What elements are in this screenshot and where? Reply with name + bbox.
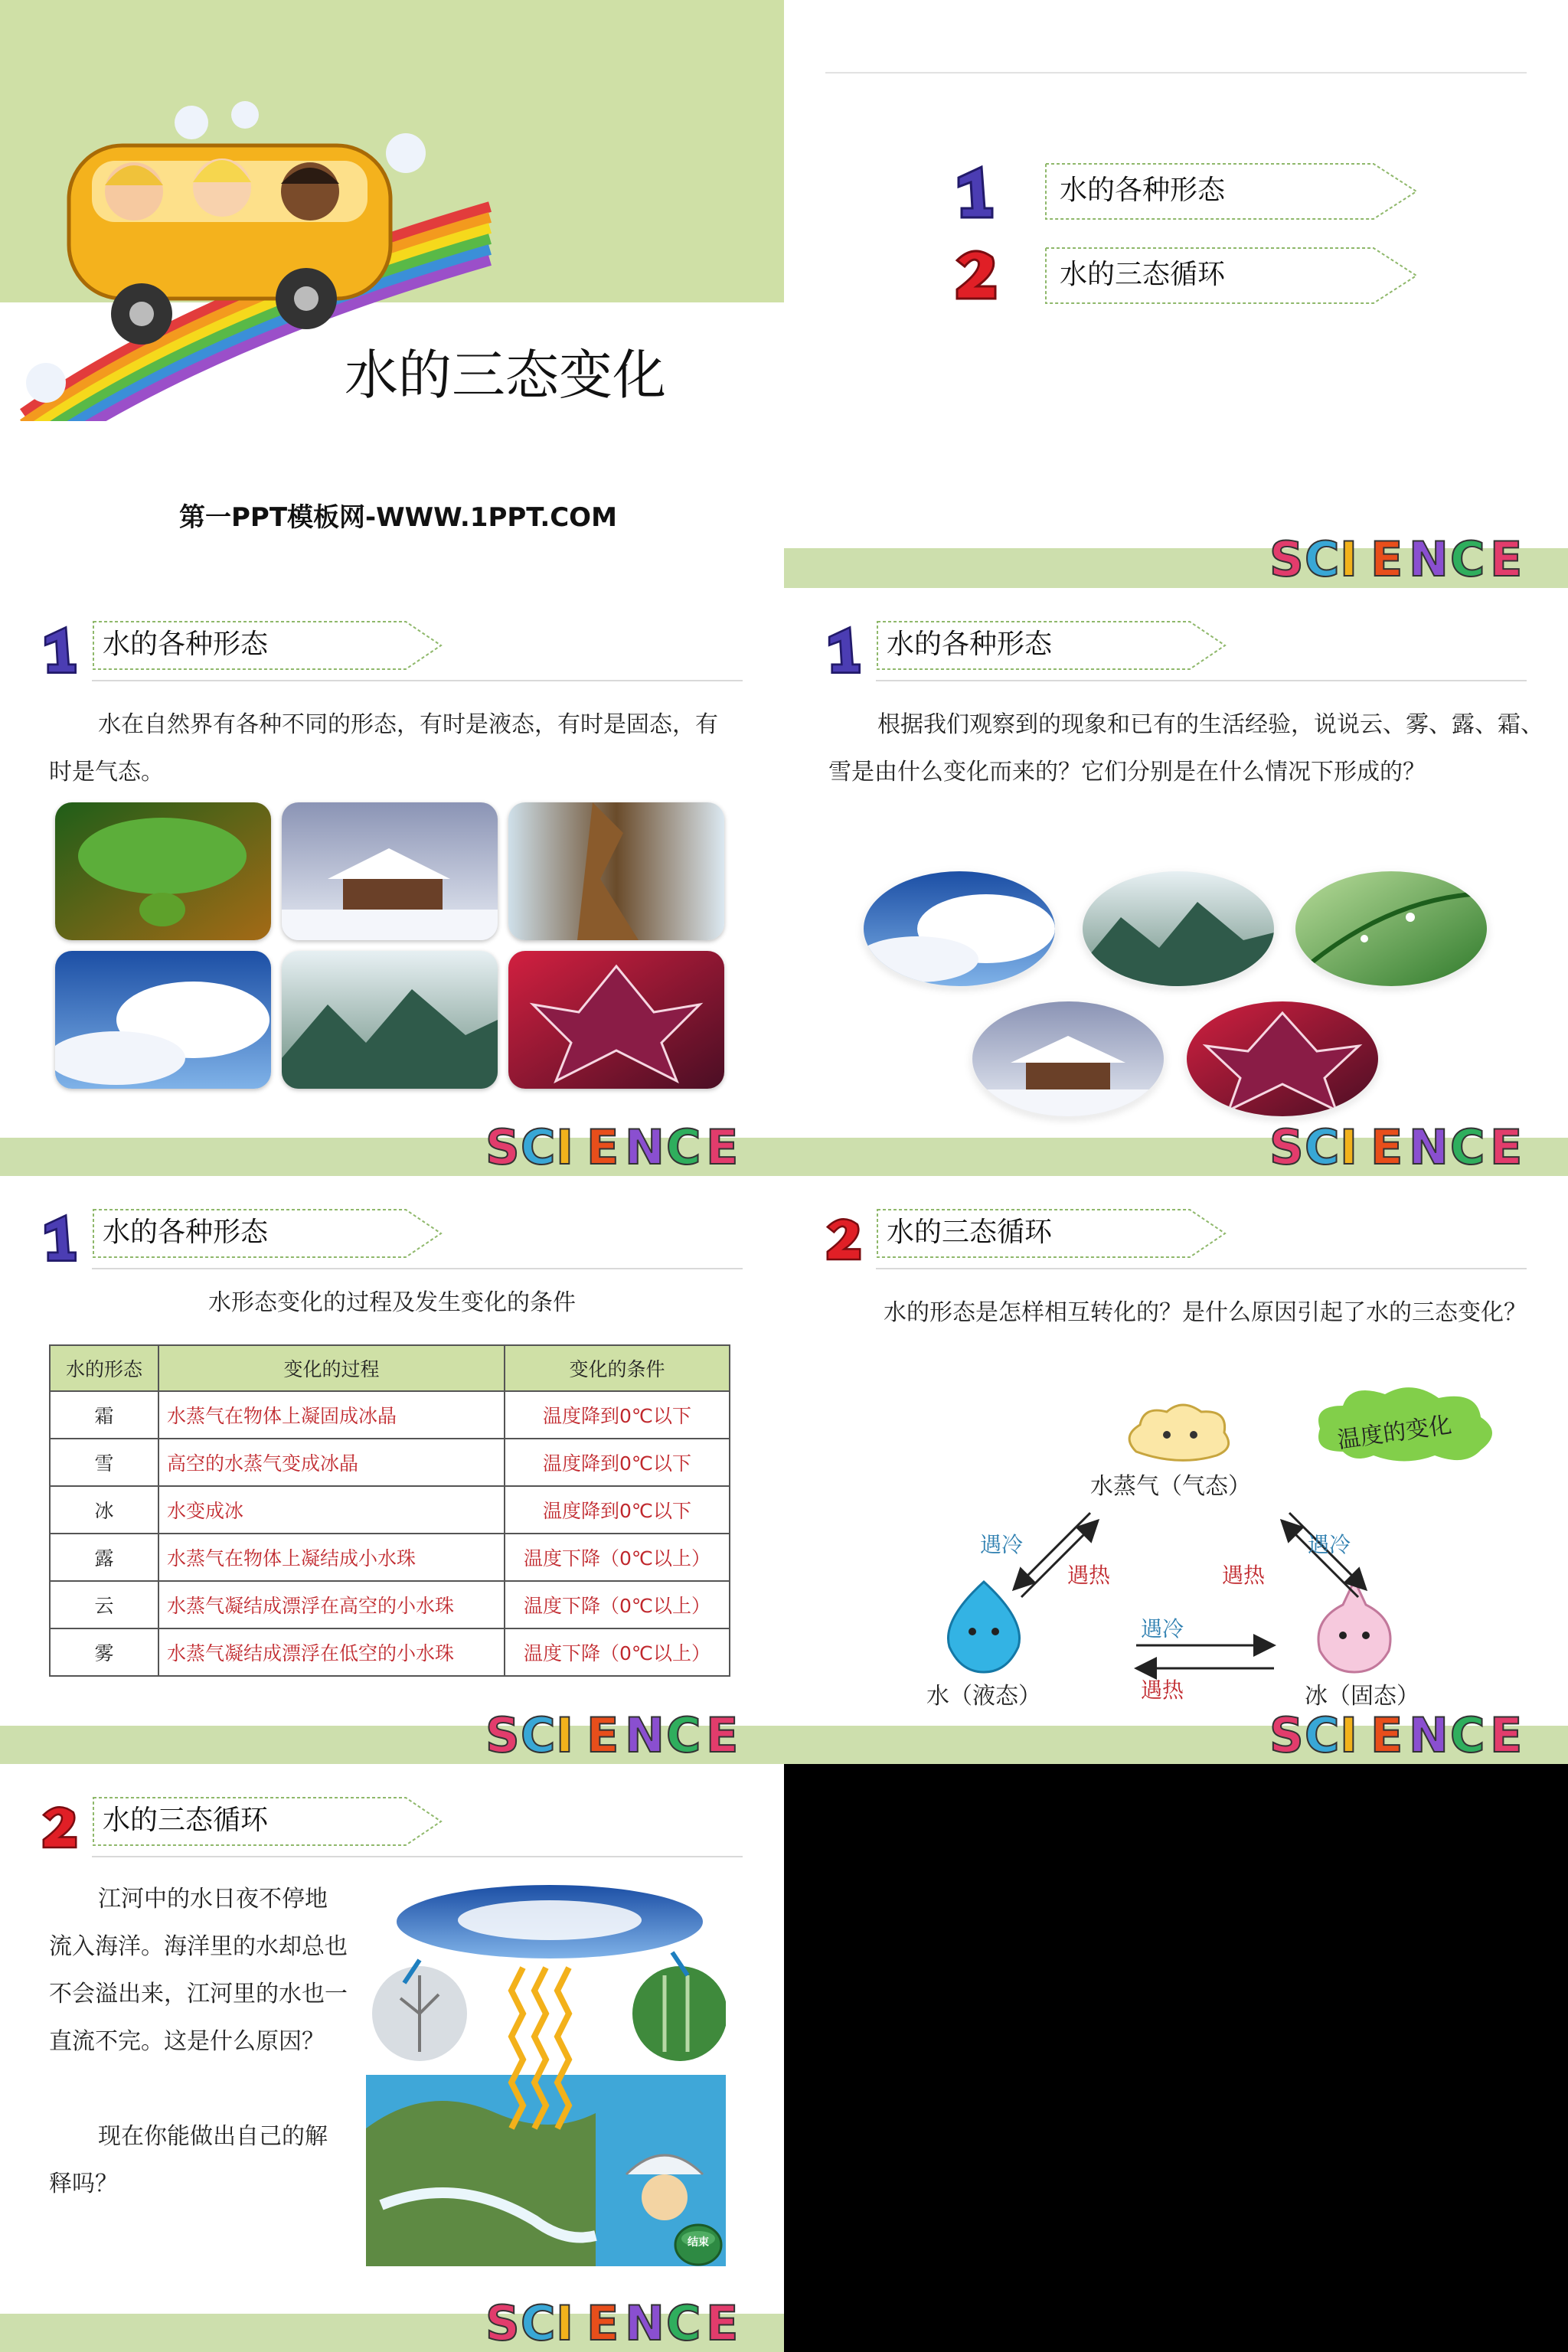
svg-text:N: N [625,1119,665,1171]
photo-snow-cabin [972,1001,1164,1116]
toc-item-2[interactable]: 水的三态循环 [1060,259,1226,290]
svg-text:I: I [1340,1707,1358,1759]
slide-blank [784,1764,1568,2352]
svg-text:S: S [485,1119,520,1171]
section-title: 水的三态循环 [887,1217,1053,1248]
svg-text:I: I [556,2295,574,2347]
svg-text:N: N [625,1707,665,1759]
water-cycle-illustration [366,1883,726,2266]
svg-text:E: E [1490,531,1523,583]
slide-water-forms-1 [0,588,784,1176]
svg-text:C: C [1450,1707,1485,1759]
section-title: 水的各种形态 [887,629,1053,660]
slide-water-forms-2 [784,588,1568,1176]
hot-label-left: 遇热 [1067,1563,1111,1588]
svg-text:E: E [1370,531,1403,583]
svg-text:S: S [485,1707,520,1759]
table-title: 水形态变化的过程及发生变化的条件 [208,1289,576,1316]
body-paragraph-1: 江河中的水日夜不停地流入海洋。海洋里的水却总也不会溢出来，江河里的水也一直流不完。这是什么原因？ [49,1886,348,2055]
header-rule [92,1268,743,1269]
liquid-label: 水（液态） [926,1683,1041,1710]
svg-text:C: C [666,1119,701,1171]
table-row [50,1391,730,1439]
column-header: 变化的条件 [505,1345,730,1391]
website-credit: 第一PPT模板网-WWW.1PPT.COM [179,502,617,533]
svg-text:N: N [625,2295,665,2347]
photo-snow-cabin [282,802,498,940]
science-logo [1269,530,1545,583]
svg-text:E: E [706,2295,739,2347]
svg-text:C: C [1450,531,1485,583]
table-header-row [50,1345,730,1391]
photo-frozen-ice [508,802,724,940]
solid-label: 冰（固态） [1305,1683,1419,1710]
svg-text:I: I [1340,1119,1358,1171]
number-one-icon [38,1211,81,1265]
body-paragraph-2: 现在你能做出自己的解释吗？ [49,2123,328,2197]
number-one-icon [822,623,865,677]
svg-text:C: C [1305,531,1340,583]
column-header: 水的形态 [50,1345,158,1391]
table-row [50,1628,730,1676]
cold-label-right: 遇冷 [1308,1532,1351,1557]
body-text: 根据我们观察到的现象和已有的生活经验，说说云、雾、露、霜、雪是由什么变化而来的？它们分别是在什么情况下形成的？ [828,711,1544,786]
number-two-icon [822,1211,865,1265]
body-text: 水在自然界有各种不同的形态，有时是液态，有时是固态，有时是气态。 [49,711,718,786]
section-header [38,1208,743,1262]
header-rule [92,1856,743,1857]
svg-text:E: E [586,1119,619,1171]
svg-text:N: N [1409,531,1449,583]
cell-process: 水蒸气在物体上凝固成冰晶 [158,1391,505,1439]
cell-form: 冰 [50,1486,158,1534]
svg-text:S: S [1269,1707,1304,1759]
svg-text:E: E [586,1707,619,1759]
svg-text:E: E [1490,1119,1523,1171]
cell-form: 露 [50,1534,158,1581]
presentation-title: 水的三态变化 [345,344,666,407]
section-header [822,620,1527,674]
top-rule [825,72,1527,74]
hot-label-bottom: 遇热 [1141,1677,1184,1703]
header-rule [92,680,743,681]
cold-label-left: 遇冷 [980,1532,1024,1557]
cell-process: 水蒸气凝结成漂浮在低空的小水珠 [158,1628,505,1676]
temperature-cloud-label: 温度的变化 [1335,1411,1454,1455]
svg-text:C: C [1305,1119,1340,1171]
table-row [50,1534,730,1581]
svg-text:E: E [706,1707,739,1759]
svg-text:E: E [1370,1707,1403,1759]
number-two-icon [951,243,1001,303]
phase-arrows [968,1498,1412,1681]
cell-form: 雾 [50,1628,158,1676]
svg-text:E: E [1370,1119,1403,1171]
science-logo [485,2294,761,2347]
svg-text:C: C [521,1707,556,1759]
cell-form: 雪 [50,1439,158,1486]
photo-mountain-fog [282,951,498,1089]
section-title: 水的各种形态 [103,629,269,660]
science-logo [485,1118,761,1171]
section-header [822,1208,1527,1262]
science-logo [1269,1706,1545,1759]
section-header [38,620,743,674]
cell-condition: 温度下降（0℃以上） [505,1534,730,1581]
slide-contents [784,0,1568,588]
svg-text:C: C [666,1707,701,1759]
cell-condition: 温度降到0℃以下 [505,1439,730,1486]
svg-text:E: E [586,2295,619,2347]
svg-text:E: E [1490,1707,1523,1759]
svg-text:S: S [485,2295,520,2347]
column-header: 变化的过程 [158,1345,505,1391]
science-logo [485,1706,761,1759]
svg-text:S: S [1269,531,1304,583]
photo-frost-leaf [1187,1001,1378,1116]
svg-text:C: C [521,1119,556,1171]
section-title: 水的三态循环 [103,1805,269,1836]
cell-process: 水变成冰 [158,1486,505,1534]
table-row [50,1486,730,1534]
water-forms-table [49,1344,730,1677]
svg-text:I: I [556,1119,574,1171]
cell-condition: 温度下降（0℃以上） [505,1628,730,1676]
cell-process: 水蒸气在物体上凝结成小水珠 [158,1534,505,1581]
number-two-icon [38,1799,81,1853]
science-logo [1269,1118,1545,1171]
vapor-label: 水蒸气（气态） [1090,1473,1251,1500]
photo-frost-leaf [508,951,724,1089]
header-rule [876,1268,1527,1269]
svg-text:C: C [666,2295,701,2347]
end-button-label[interactable]: 结束 [688,2236,709,2249]
question-text: 水的形态是怎样相互转化的？是什么原因引起了水的三态变化？ [884,1299,1527,1326]
cell-process: 水蒸气凝结成漂浮在高空的小水珠 [158,1581,505,1628]
cell-condition: 温度下降（0℃以上） [505,1581,730,1628]
hot-label-right: 遇热 [1222,1563,1266,1588]
photo-clouds [864,871,1055,986]
svg-text:C: C [521,2295,556,2347]
section-title: 水的各种形态 [103,1217,269,1248]
svg-text:I: I [1340,531,1358,583]
svg-text:C: C [1305,1707,1340,1759]
toc-item-1[interactable]: 水的各种形态 [1060,175,1226,206]
photo-clouds [55,951,271,1089]
cell-condition: 温度降到0℃以下 [505,1486,730,1534]
svg-text:I: I [556,1707,574,1759]
svg-text:N: N [1409,1707,1449,1759]
vapor-character-icon [1121,1398,1236,1467]
cell-condition: 温度降到0℃以下 [505,1391,730,1439]
number-one-icon [951,162,998,222]
cell-form: 云 [50,1581,158,1628]
section-header [38,1796,743,1850]
slide-title [0,0,784,588]
cold-label-bottom: 遇冷 [1141,1616,1184,1642]
svg-text:C: C [1450,1119,1485,1171]
number-one-icon [38,623,81,677]
table-row [50,1439,730,1486]
slide-water-cycle-diagram [784,1176,1568,1764]
svg-text:E: E [706,1119,739,1171]
photo-frog-leaf [55,802,271,940]
slide-water-cycle-question [0,1764,784,2352]
table-row [50,1581,730,1628]
header-rule [876,680,1527,681]
photo-dew-grass [1295,871,1487,986]
slide-water-forms-table [0,1176,784,1764]
svg-text:N: N [1409,1119,1449,1171]
svg-text:S: S [1269,1119,1304,1171]
photo-mountain-fog [1083,871,1274,986]
cell-form: 霜 [50,1391,158,1439]
cell-process: 高空的水蒸气变成冰晶 [158,1439,505,1486]
